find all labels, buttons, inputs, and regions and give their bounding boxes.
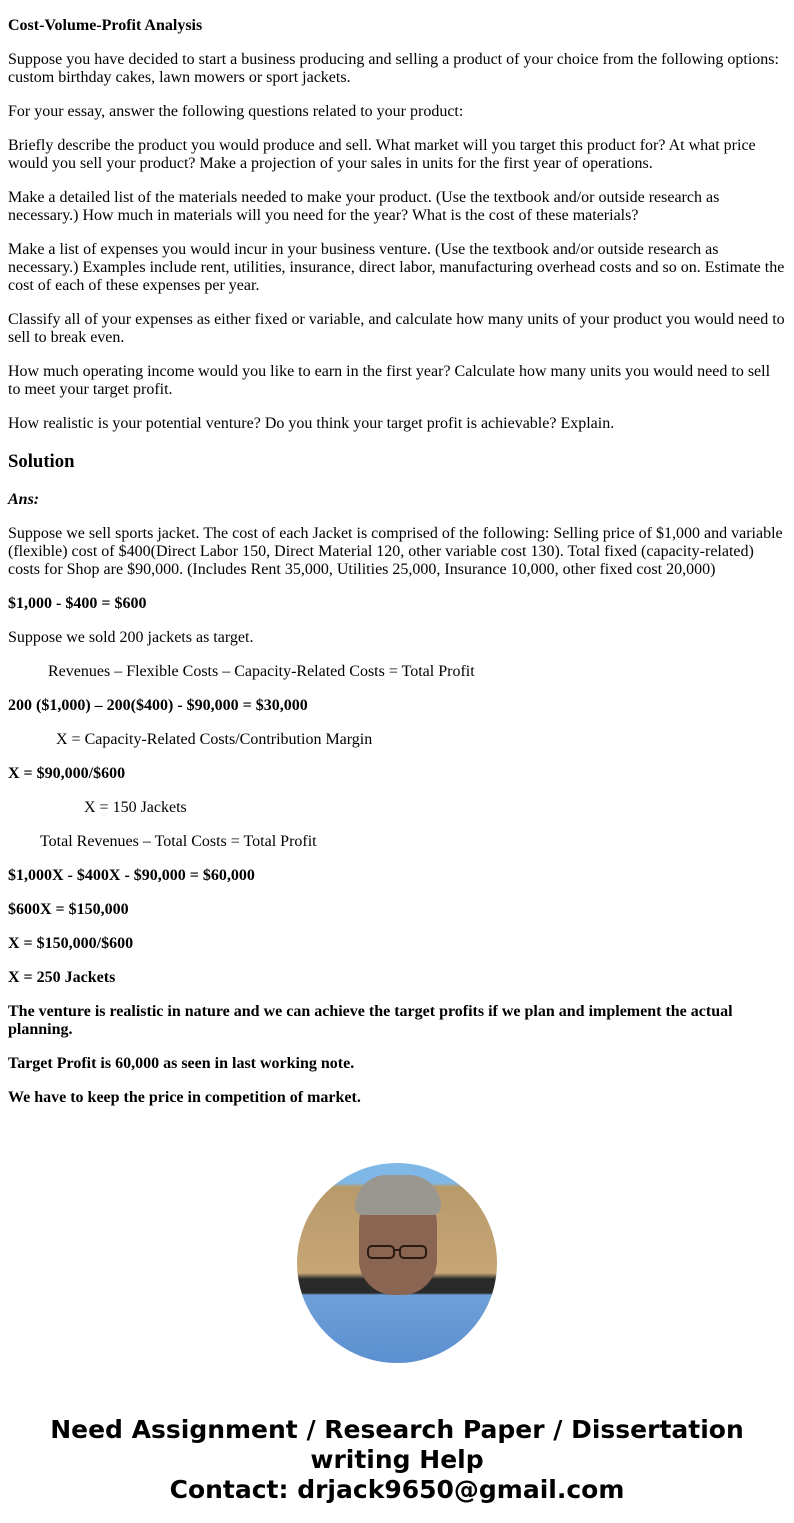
footer-help-text: Need Assignment / Research Paper / Dissertation writing Help xyxy=(50,1415,744,1474)
solution-line: Target Profit is 60,000 as seen in last working note. xyxy=(8,1055,355,1072)
glasses-icon xyxy=(367,1245,477,1259)
solution-line: The venture is realistic in nature and we can achieve the target profits if we plan and implement the actual planning. xyxy=(8,1003,733,1038)
solution-line: $600X = $150,000 xyxy=(8,901,129,918)
solution-line: X = 150 Jackets xyxy=(84,799,187,816)
question-paragraph: Briefly describe the product you would produce and sell. What market will you target this product for? At what price would you sell your product? Make a projection of your sales in units for the first year of operations. xyxy=(8,137,756,172)
question-paragraph: For your essay, answer the following questions related to your product: xyxy=(8,103,464,120)
question-paragraph: Suppose you have decided to start a business producing and selling a product of your choice from the following options: custom birthday cakes, lawn mowers or sport jackets. xyxy=(8,51,779,86)
contact-footer xyxy=(0,1415,794,1505)
solution-line: We have to keep the price in competition of market. xyxy=(8,1089,361,1106)
solution-line: X = 250 Jackets xyxy=(8,969,116,986)
solution-line: $1,000 - $400 = $600 xyxy=(8,595,147,612)
solution-line: Total Revenues – Total Costs = Total Profit xyxy=(40,833,317,850)
solution-line: X = $90,000/$600 xyxy=(8,765,126,782)
question-title: Cost-Volume-Profit Analysis xyxy=(8,17,203,34)
question-paragraph: Classify all of your expenses as either fixed or variable, and calculate how many units of your product you would need to sell to break even. xyxy=(8,311,785,346)
footer-contact-email[interactable]: Contact: drjack9650@gmail.com xyxy=(169,1475,625,1504)
ans-label: Ans: xyxy=(8,491,40,508)
question-paragraph: How realistic is your potential venture? Do you think your target profit is achievable? Explain. xyxy=(8,415,615,432)
solution-heading: Solution xyxy=(8,451,75,472)
solution-line: $1,000X - $400X - $90,000 = $60,000 xyxy=(8,867,255,884)
question-paragraph: How much operating income would you like to earn in the first year? Calculate how many units you would need to sell to meet your target profit. xyxy=(8,363,771,398)
solution-line: 200 ($1,000) – 200($400) - $90,000 = $30,000 xyxy=(8,697,308,714)
solution-line: X = $150,000/$600 xyxy=(8,935,134,952)
solution-line: Suppose we sell sports jacket. The cost of each Jacket is comprised of the following: Selling price of $1,000 and variable (flexible) cost of $400(Direct Labor 150, Direct Material 120, other variable cost 130). Total fixed (capacity-related) costs for Shop are $90,000. (Includes Rent 35,000, Utilities 25,000, Insurance 10,000, other fixed cost 20,000) xyxy=(8,525,783,578)
solution-line: Suppose we sold 200 jackets as target. xyxy=(8,629,254,646)
solution-line: Revenues – Flexible Costs – Capacity-Related Costs = Total Profit xyxy=(48,663,475,680)
solution-line: X = Capacity-Related Costs/Contribution Margin xyxy=(56,731,373,748)
question-paragraph: Make a list of expenses you would incur in your business venture. (Use the textbook and/or outside research as necessary.) Examples include rent, utilities, insurance, direct labor, manufacturing overhead costs and so on. Estimate the cost of each of these expenses per year. xyxy=(8,241,785,294)
question-paragraph: Make a detailed list of the materials needed to make your product. (Use the textbook and/or outside research as necessary.) How much in materials will you need for the year? What is the cost of these materials? xyxy=(8,189,720,224)
avatar-hair xyxy=(355,1175,441,1215)
author-avatar xyxy=(297,1163,497,1363)
